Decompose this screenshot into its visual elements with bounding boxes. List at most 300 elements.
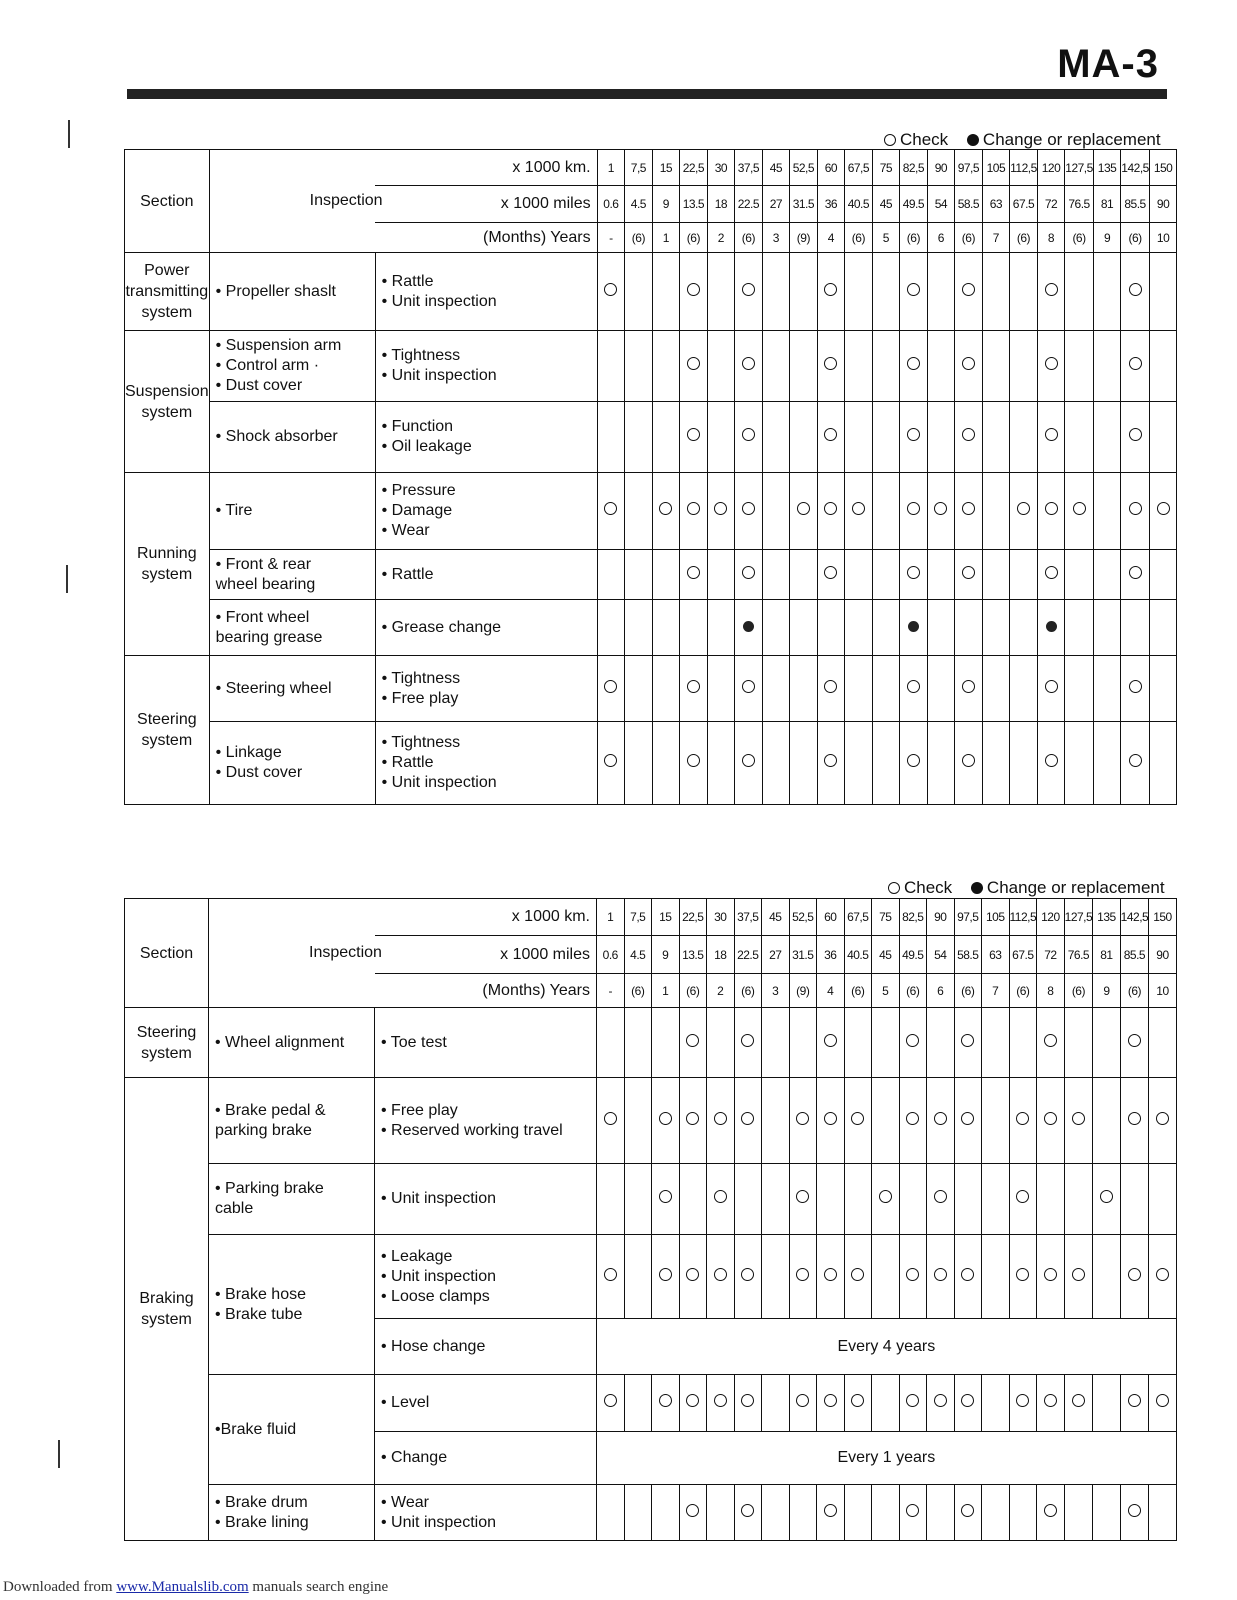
schedule-cell (1093, 1008, 1121, 1078)
check-circle-icon (741, 1268, 754, 1281)
schedule-cell (817, 1008, 845, 1078)
schedule-cell (872, 550, 900, 600)
check-circle-icon (1128, 1504, 1141, 1517)
inspection-action-line: • Rattle (381, 754, 434, 771)
interval-km-cell: 90 (927, 899, 955, 936)
check-circle-icon (907, 680, 920, 693)
schedule-cell (1149, 473, 1177, 550)
check-circle-icon (1016, 1268, 1029, 1281)
interval-km-cell: 120 (1037, 899, 1065, 936)
schedule-cell (1010, 600, 1038, 656)
interval-km-cell: 90 (927, 150, 955, 186)
schedule-cell (982, 402, 1010, 473)
check-circle-icon (741, 1034, 754, 1047)
interval-unit-label: x 1000 km. (375, 150, 597, 186)
interval-miles-cell: 18 (707, 936, 735, 974)
check-circle-icon (907, 357, 920, 370)
schedule-cell (625, 550, 653, 600)
inspection-action (375, 1432, 597, 1485)
schedule-cell (762, 402, 790, 473)
interval-km-cell: 7,5 (625, 150, 653, 186)
schedule-cell (817, 1375, 845, 1432)
schedule-cell (1037, 473, 1065, 550)
schedule-cell (762, 656, 790, 722)
schedule-cell (817, 550, 845, 600)
inspection-action-line: • Tightness (381, 669, 461, 687)
check-circle-icon (824, 680, 837, 693)
check-circle-icon (962, 680, 975, 693)
schedule-cell (707, 656, 735, 722)
inspection-item-line: bearing grease (215, 628, 323, 646)
schedule-cell (1037, 1485, 1065, 1541)
check-circle-icon (934, 1268, 947, 1281)
check-circle-icon (714, 1190, 727, 1203)
interval-years-cell: (6) (954, 974, 982, 1008)
schedule-cell (652, 722, 680, 805)
inspection-action-line: • Tightness (381, 734, 461, 751)
schedule-cell (652, 253, 680, 331)
check-circle-icon (1045, 502, 1058, 515)
schedule-cell (1149, 1235, 1177, 1319)
interval-years-cell: (6) (680, 223, 708, 253)
schedule-cell (652, 1078, 680, 1164)
interval-km-cell: 67,5 (844, 899, 872, 936)
inspection-item (209, 1235, 375, 1375)
schedule-cell (734, 1485, 762, 1541)
inspection-item-line: • Dust cover (215, 377, 303, 394)
legend-top (884, 130, 1161, 150)
schedule-cell (707, 253, 735, 331)
check-circle-icon (714, 1268, 727, 1281)
schedule-cell (707, 722, 735, 805)
interval-miles-cell: 58.5 (955, 186, 983, 223)
schedule-cell (1009, 1235, 1037, 1319)
interval-years-cell: - (597, 974, 625, 1008)
inspection-action-line: • Change (381, 1449, 448, 1466)
interval-miles-cell: 58.5 (954, 936, 982, 974)
interval-km-cell: 127,5 (1064, 899, 1093, 936)
schedule-cell (1149, 253, 1177, 331)
schedule-cell (1064, 1078, 1093, 1164)
interval-miles-cell: 90 (1149, 186, 1177, 223)
schedule-cell (844, 1164, 872, 1235)
inspection-action (375, 722, 597, 805)
check-circle-icon (962, 502, 975, 515)
schedule-cell (927, 1375, 955, 1432)
inspection-item-line: •Brake fluid (215, 1420, 297, 1438)
inspection-action-line: • Free play (381, 689, 459, 707)
check-circle-icon (907, 502, 920, 515)
schedule-cell (1064, 1375, 1093, 1432)
schedule-cell (734, 1375, 762, 1432)
interval-km-cell: 30 (707, 150, 735, 186)
schedule-cell (982, 1078, 1010, 1164)
schedule-cell (1093, 550, 1121, 600)
schedule-cell (955, 331, 983, 402)
schedule-cell (789, 1008, 817, 1078)
schedule-cell (1149, 331, 1177, 402)
schedule-cell (679, 1375, 707, 1432)
schedule-cell (1065, 473, 1094, 550)
margin-mark (66, 565, 68, 593)
inspection-item-line: cable (215, 1200, 254, 1217)
schedule-cell (1149, 402, 1177, 473)
schedule-cell (1093, 656, 1121, 722)
schedule-cell (1010, 331, 1038, 402)
schedule-cell (927, 1078, 955, 1164)
schedule-cell (1093, 1485, 1121, 1541)
schedule-cell (680, 600, 708, 656)
schedule-cell (927, 253, 955, 331)
interval-years-cell: 7 (982, 223, 1010, 253)
inspection-item-line: • Steering wheel (215, 679, 332, 697)
schedule-cell (872, 1008, 900, 1078)
check-circle-icon (796, 1394, 809, 1407)
inspection-header-label: Inspection (309, 192, 383, 209)
schedule-cell (597, 1375, 625, 1432)
schedule-cell (844, 1235, 872, 1319)
interval-years-cell: 4 (817, 223, 845, 253)
section-cell (125, 656, 210, 805)
schedule-cell (927, 1008, 955, 1078)
schedule-cell (680, 473, 708, 550)
interval-km-cell: 150 (1149, 150, 1177, 186)
interval-years-cell: 10 (1149, 974, 1177, 1008)
schedule-cell (872, 331, 900, 402)
schedule-cell (927, 402, 955, 473)
interval-km-cell: 97,5 (954, 899, 982, 936)
schedule-cell (955, 656, 983, 722)
inspection-action-line: • Grease change (381, 618, 502, 636)
schedule-cell (597, 1164, 625, 1235)
schedule-cell (679, 1008, 707, 1078)
interval-miles-cell: 40.5 (844, 936, 872, 974)
schedule-cell (790, 473, 818, 550)
schedule-cell (927, 722, 955, 805)
schedule-cell (872, 1164, 900, 1235)
interval-years-cell: (6) (1120, 974, 1149, 1008)
inspection-item (209, 473, 375, 550)
inspection-action-line: • Unit inspection (381, 774, 497, 791)
check-circle-icon (1100, 1190, 1113, 1203)
check-circle-icon (742, 754, 755, 767)
schedule-cell (872, 1375, 900, 1432)
schedule-cell (872, 722, 900, 805)
schedule-cell (735, 722, 763, 805)
check-circle-icon (1072, 1112, 1085, 1125)
schedule-cell (1037, 600, 1065, 656)
check-circle-icon (741, 1504, 754, 1517)
check-circle-icon (961, 1034, 974, 1047)
schedule-cell (652, 550, 680, 600)
interval-km-cell: 22,5 (679, 899, 707, 936)
interval-miles-cell: 22.5 (734, 936, 762, 974)
schedule-cell (927, 473, 955, 550)
check-circle-icon (604, 754, 617, 767)
schedule-cell (1009, 1375, 1037, 1432)
check-circle-icon (742, 502, 755, 515)
schedule-cell (817, 331, 845, 402)
check-circle-icon (714, 1394, 727, 1407)
inspection-action-line: • Toe test (381, 1033, 447, 1051)
schedule-cell (817, 1164, 845, 1235)
schedule-cell (1065, 656, 1094, 722)
check-circle-icon (604, 502, 617, 515)
schedule-cell (597, 722, 625, 805)
schedule-cell (872, 1235, 900, 1319)
check-circle-icon (1129, 754, 1142, 767)
check-circle-icon (1045, 428, 1058, 441)
schedule-cell (762, 473, 790, 550)
schedule-cell (762, 1485, 790, 1541)
schedule-cell (817, 1235, 845, 1319)
change-symbol-icon (967, 134, 979, 146)
schedule-cell (954, 1485, 982, 1541)
schedule-cell (872, 253, 900, 331)
schedule-cell (982, 1235, 1010, 1319)
schedule-cell (652, 600, 680, 656)
interval-km-cell: 60 (817, 150, 845, 186)
interval-km-cell: 15 (652, 150, 680, 186)
inspection-action (375, 473, 597, 550)
schedule-cell (817, 600, 845, 656)
interval-km-cell: 30 (707, 899, 735, 936)
schedule-cell (734, 1164, 762, 1235)
schedule-cell (982, 722, 1010, 805)
schedule-cell (1149, 600, 1177, 656)
interval-km-cell: 82,5 (900, 150, 928, 186)
check-circle-icon (686, 1394, 699, 1407)
interval-miles-cell: 9 (652, 186, 680, 223)
margin-mark (58, 1440, 60, 1468)
inspection-item (209, 331, 375, 402)
interval-miles-cell: 40.5 (845, 186, 873, 223)
interval-km-cell: 75 (872, 150, 900, 186)
schedule-cell (735, 331, 763, 402)
section-cell (125, 1008, 209, 1078)
interval-km-cell: 135 (1093, 899, 1121, 936)
inspection-header (209, 899, 382, 1008)
inspection-action (375, 1235, 597, 1319)
schedule-cell (1120, 1235, 1149, 1319)
interval-years-cell: 3 (762, 974, 790, 1008)
section-label: Suspension system (125, 382, 209, 421)
check-circle-icon (714, 502, 727, 515)
interval-years-cell: 5 (872, 974, 900, 1008)
schedule-cell (982, 1164, 1010, 1235)
schedule-cell (707, 402, 735, 473)
check-circle-icon (906, 1394, 919, 1407)
schedule-cell (652, 331, 680, 402)
check-circle-icon (659, 1394, 672, 1407)
check-circle-icon (1016, 1112, 1029, 1125)
schedule-cell (789, 1235, 817, 1319)
interval-miles-cell: 18 (707, 186, 735, 223)
check-symbol-icon (884, 134, 896, 146)
interval-km-cell: 112,5 (1009, 899, 1037, 936)
inspection-action (375, 402, 597, 473)
check-circle-icon (687, 502, 700, 515)
schedule-cell (597, 1235, 625, 1319)
check-circle-icon (1044, 1394, 1057, 1407)
check-circle-icon (851, 1394, 864, 1407)
check-circle-icon (1044, 1504, 1057, 1517)
interval-miles-cell: 36 (817, 186, 845, 223)
check-circle-icon (1016, 1394, 1029, 1407)
schedule-cell (735, 656, 763, 722)
check-circle-icon (961, 1112, 974, 1125)
schedule-cell (735, 600, 763, 656)
check-circle-icon (714, 1112, 727, 1125)
schedule-cell (844, 1375, 872, 1432)
check-circle-icon (824, 1268, 837, 1281)
inspection-action-line: • Wear (381, 522, 430, 539)
interval-years-cell: 1 (652, 974, 680, 1008)
schedule-cell (1065, 550, 1094, 600)
interval-miles-cell: 31.5 (790, 186, 818, 223)
schedule-cell (652, 1164, 680, 1235)
interval-km-cell: 22,5 (680, 150, 708, 186)
inspection-item-line: • Control arm · (215, 357, 320, 374)
check-circle-icon (687, 428, 700, 441)
schedule-cell (1010, 473, 1038, 550)
check-circle-icon (962, 566, 975, 579)
schedule-cell (1093, 1375, 1121, 1432)
interval-miles-cell: 72 (1037, 936, 1065, 974)
check-circle-icon (1045, 357, 1058, 370)
manualslib-link[interactable]: www.Manualslib.com (116, 1579, 249, 1595)
interval-km-cell: 45 (762, 899, 790, 936)
schedule-cell (679, 1078, 707, 1164)
interval-years-cell: 9 (1093, 974, 1121, 1008)
schedule-cell (1093, 473, 1121, 550)
schedule-cell (1120, 1008, 1149, 1078)
section-header: Section (125, 150, 210, 253)
schedule-cell (899, 1008, 927, 1078)
interval-years-cell: (6) (624, 974, 652, 1008)
check-circle-icon (1045, 566, 1058, 579)
inspection-item-line: • Tire (215, 502, 253, 519)
interval-years-cell: (9) (790, 223, 818, 253)
schedule-cell (1037, 1008, 1065, 1078)
interval-km-cell: 1 (597, 899, 625, 936)
schedule-cell (624, 1078, 652, 1164)
schedule-cell (1121, 656, 1150, 722)
interval-km-cell: 105 (982, 150, 1010, 186)
schedule-cell (597, 1485, 625, 1541)
schedule-cell (1064, 1235, 1093, 1319)
schedule-cell (1093, 1164, 1121, 1235)
interval-years-cell: 3 (762, 223, 790, 253)
schedule-cell (1064, 1008, 1093, 1078)
check-circle-icon (1156, 1112, 1169, 1125)
schedule-cell (900, 600, 928, 656)
inspection-action (375, 600, 597, 656)
schedule-cell (1009, 1164, 1037, 1235)
interval-miles-cell: 9 (652, 936, 680, 974)
inspection-header-label: Inspection (309, 944, 382, 961)
schedule-cell (1093, 722, 1121, 805)
schedule-cell (1065, 253, 1094, 331)
section-label: Running system (137, 545, 197, 583)
check-circle-icon (796, 1268, 809, 1281)
schedule-cell (735, 550, 763, 600)
check-circle-icon (824, 1394, 837, 1407)
schedule-cell (1065, 722, 1094, 805)
inspection-item-line: • Front & rear (215, 555, 312, 573)
schedule-cell (1149, 1008, 1177, 1078)
interval-miles-cell: 36 (817, 936, 845, 974)
schedule-cell (899, 1485, 927, 1541)
schedule-cell (900, 402, 928, 473)
section-cell (125, 473, 210, 656)
schedule-cell (762, 722, 790, 805)
schedule-cell (652, 1375, 680, 1432)
inspection-item-line: • Brake lining (215, 1513, 309, 1531)
interval-miles-cell: 49.5 (899, 936, 927, 974)
interval-years-cell: (6) (899, 974, 927, 1008)
interval-miles-cell: 85.5 (1120, 936, 1149, 974)
interval-miles-cell: 54 (927, 186, 955, 223)
check-circle-icon (934, 1112, 947, 1125)
schedule-cell (844, 1485, 872, 1541)
schedule-cell (955, 473, 983, 550)
interval-years-cell: (6) (900, 223, 928, 253)
interval-km-cell: 1 (597, 150, 625, 186)
inspection-item (209, 402, 375, 473)
check-circle-icon (1044, 1112, 1057, 1125)
interval-miles-cell: 45 (872, 936, 900, 974)
schedule-cell (1037, 1235, 1065, 1319)
schedule-cell (1149, 656, 1177, 722)
schedule-cell (735, 402, 763, 473)
schedule-cell (872, 1485, 900, 1541)
change-dot-icon (743, 621, 754, 632)
inspection-action-line: • Wear (381, 1493, 429, 1511)
schedule-cell (762, 331, 790, 402)
check-circle-icon (604, 1268, 617, 1281)
schedule-cell (734, 1235, 762, 1319)
interval-km-cell: 67,5 (845, 150, 873, 186)
check-circle-icon (824, 357, 837, 370)
interval-km-cell: 37,5 (735, 150, 763, 186)
schedule-cell (845, 656, 873, 722)
check-circle-icon (797, 502, 810, 515)
inspection-action (375, 656, 597, 722)
interval-unit-label: x 1000 miles (375, 186, 597, 223)
interval-note: Every 4 years (597, 1319, 1177, 1375)
interval-km-cell: 150 (1149, 899, 1177, 936)
schedule-cell (982, 473, 1010, 550)
inspection-action (375, 1375, 597, 1432)
schedule-cell (1149, 1485, 1177, 1541)
inspection-item-line: • Brake drum (215, 1493, 308, 1511)
legend-change-label: Change or replacement (986, 878, 1165, 897)
inspection-item-line: • Suspension arm (215, 337, 342, 354)
inspection-item (209, 722, 375, 805)
schedule-cell (900, 253, 928, 331)
check-circle-icon (742, 357, 755, 370)
schedule-cell (1093, 1078, 1121, 1164)
check-circle-icon (1156, 1394, 1169, 1407)
schedule-cell (982, 1485, 1010, 1541)
inspection-action (375, 1319, 597, 1375)
schedule-cell (1121, 550, 1150, 600)
schedule-cell (845, 550, 873, 600)
schedule-cell (1010, 722, 1038, 805)
schedule-cell (762, 1008, 790, 1078)
check-circle-icon (659, 502, 672, 515)
